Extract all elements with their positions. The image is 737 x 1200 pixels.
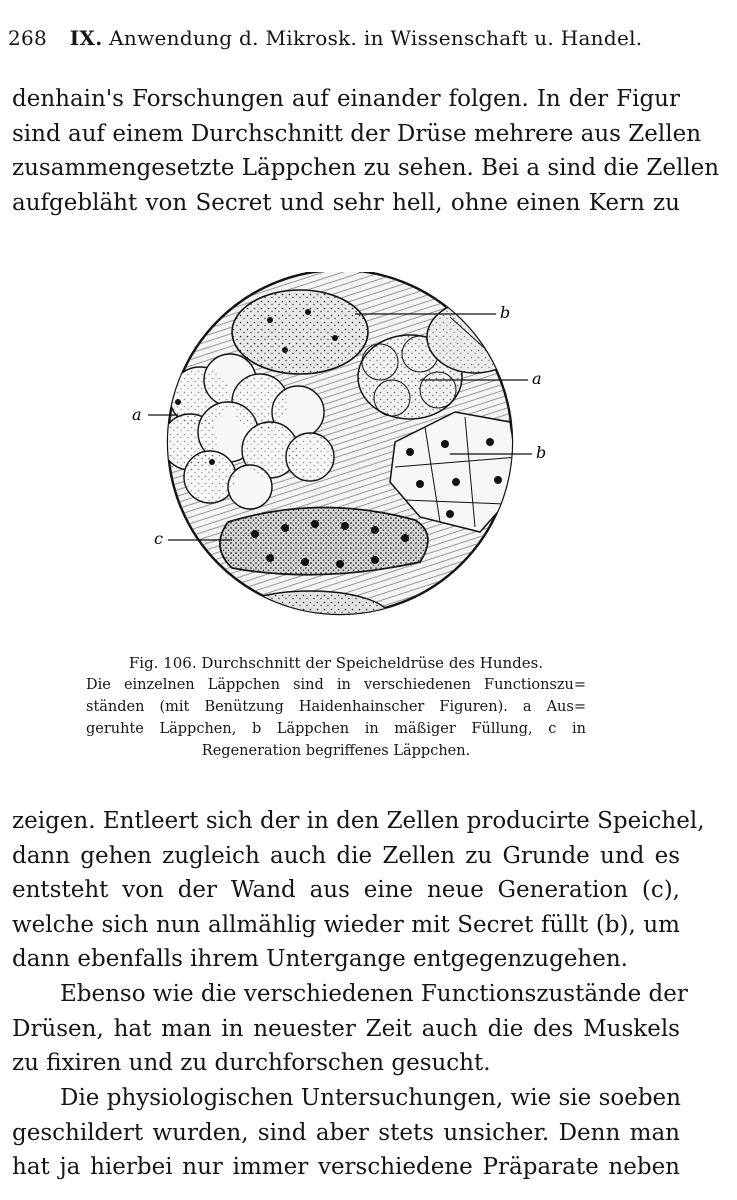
text-line: dann gehen zugleich auch die Zellen zu Grunde und es xyxy=(12,842,680,869)
figure-caption-line: ständen (mit Benützung Haidenhainscher Figuren). a Aus= xyxy=(86,699,586,715)
text-line: denhain's Forschungen auf einander folgen. In der Figur xyxy=(12,86,680,112)
figure-caption-line: Die einzelnen Läppchen sind in verschiedenen Functionszu= xyxy=(86,677,586,693)
text-line: Ebenso wie die verschiedenen Functionszustände der xyxy=(60,981,688,1007)
lobule-regenerating xyxy=(220,507,428,574)
figure-label-a-right: a xyxy=(532,369,542,388)
text-line: Die physiologischen Untersuchungen, wie sie soeben xyxy=(60,1085,681,1111)
text-line: welche sich nun allmählig wieder mit Secret füllt (b), um xyxy=(12,911,680,938)
figure-label-b-top: b xyxy=(500,303,511,322)
paragraph-physiology xyxy=(12,1081,680,1185)
text-line: sind auf einem Durchschnitt der Drüse mehrere aus Zellen xyxy=(12,120,702,147)
paragraph-continued xyxy=(12,82,720,220)
gland-section-illustration xyxy=(120,272,560,652)
text-line: dann ebenfalls ihrem Untergange entgegenzugehen. xyxy=(12,946,628,973)
text-line: zeigen. Entleert sich der in den Zellen producirte Speichel, xyxy=(12,808,705,834)
text-line: geschildert wurden, sind aber stets unsicher. Denn man xyxy=(12,1119,680,1146)
figure-label-a-left: a xyxy=(132,405,142,424)
chapter-number: IX. xyxy=(69,26,103,50)
text-line: entsteht von der Wand aus eine neue Generation (c), xyxy=(12,877,680,904)
figure-caption-line: geruhte Läppchen, b Läppchen in mäßiger Füllung, c in xyxy=(86,721,586,737)
figure-gland-section xyxy=(120,272,560,652)
paragraph-muscle xyxy=(12,977,688,1081)
running-head xyxy=(8,26,728,50)
figure-label-b-right: b xyxy=(536,443,547,462)
paragraph-after-figure xyxy=(12,804,705,977)
text-line: hat ja hierbei nur immer verschiedene Präparate neben xyxy=(12,1154,680,1181)
lobule-resting-upper xyxy=(232,290,368,374)
page-number: 268 xyxy=(8,26,48,50)
text-line: aufgebläht von Secret und sehr hell, ohne einen Kern zu xyxy=(12,189,680,216)
text-line: Drüsen, hat man in neuester Zeit auch die des Muskels xyxy=(12,1015,680,1042)
text-line: zusammengesetzte Läppchen zu sehen. Bei a sind die Zellen xyxy=(12,155,720,182)
figure-caption xyxy=(86,652,586,762)
figure-caption-line: Regeneration begriffenes Läppchen. xyxy=(201,743,471,759)
figure-caption-title: Fig. 106. Durchschnitt der Speicheldrüse des Hundes. xyxy=(128,654,544,672)
running-head-title: Anwendung d. Mikrosk. in Wissenschaft u. Handel. xyxy=(109,26,643,50)
figure-label-c-left: c xyxy=(154,529,163,548)
text-line: zu fixiren und zu durchforschen gesucht. xyxy=(12,1050,491,1077)
